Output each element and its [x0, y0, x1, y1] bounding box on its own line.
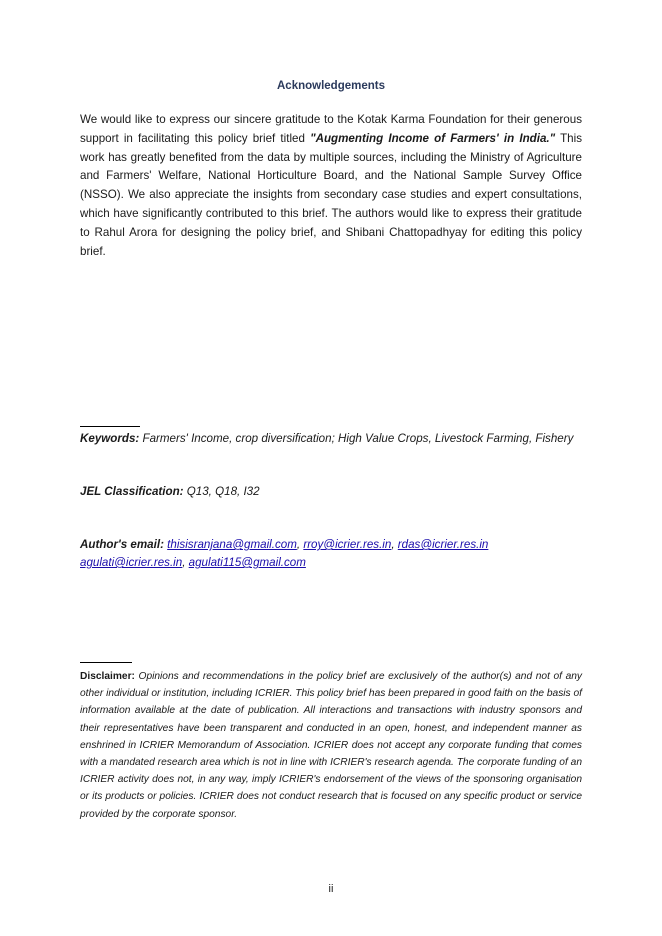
email-link-ranjana[interactable]: thisisranjana@gmail.com	[167, 538, 297, 551]
author-email-line: Author's email: thisisranjana@gmail.com, rroy@icrier.res.in, rdas@icrier.res.in	[80, 538, 489, 551]
ack-text-part2: This work has greatly benefited from the data by multiple sources, including the Ministry of Agriculture and Farmers' Welfare, National Horticulture Board, and the National Sample Survey Office (NSSO). We also appreciate the insights from secondary case studies and expert consultations, which have significantly contributed to this brief. The authors would like to express their gratitude to Rahul Arora for designing the policy brief, and Shibani Chattopadhyay for editing this policy brief.	[80, 131, 582, 258]
jel-value: Q13, Q18, I32	[183, 485, 260, 498]
separator-rule	[80, 662, 132, 663]
disclaimer-paragraph	[80, 668, 582, 823]
email-link-rdas[interactable]: rdas@icrier.res.in	[397, 538, 489, 551]
ack-text-part1: We would like to express our sincere gratitude to the Kotak Karma Foundation for their generous support in facilitating this policy brief titled	[80, 113, 582, 145]
page-title: Acknowledgements	[277, 80, 385, 92]
jel-label: JEL Classification:	[80, 485, 184, 498]
email-link-rroy[interactable]: rroy@icrier.res.in	[303, 538, 392, 551]
keywords-line	[80, 430, 582, 448]
jel-classification-line	[80, 483, 582, 501]
acknowledgement-paragraph	[80, 111, 582, 261]
separator-rule	[80, 426, 140, 427]
disclaimer-text: Opinions and recommendations in the policy brief are exclusively of the author(s) and not of any other individual or institution, including ICRIER. This policy brief has been prepared in good faith on the basis of information available at the date of publication. All interactions and transactions with industry sponsors and their representatives have been transparent and conducted in an open, honest, and independent manner as enshrined in ICRIER Memorandum of Association. ICRIER does not accept any corporate funding that comes with a mandated research area which is not in line with ICRIER's research agenda. The corporate funding of an ICRIER activity does not, in any way, imply ICRIER's endorsement of the views of the sponsoring organisation or its products or policies. ICRIER does not conduct research that is focused on any specific product or service provided by the corporate sponsor.	[80, 671, 582, 820]
policy-brief-title: "Augmenting Income of Farmers' in India."	[310, 131, 556, 145]
author-email-label: Author's email:	[80, 538, 164, 551]
page-number: ii	[328, 883, 334, 895]
keywords-value: Farmers' Income, crop diversification; High Value Crops, Livestock Farming, Fishery	[139, 432, 574, 445]
author-email-line-2: agulati@icrier.res.in, agulati115@gmail.com	[80, 556, 306, 569]
email-link-agulati-icrier[interactable]: agulati@icrier.res.in	[80, 556, 183, 569]
disclaimer-label: Disclaimer:	[80, 671, 135, 682]
email-link-agulati-gmail[interactable]: agulati115@gmail.com	[188, 556, 306, 569]
keywords-label: Keywords:	[80, 432, 140, 445]
